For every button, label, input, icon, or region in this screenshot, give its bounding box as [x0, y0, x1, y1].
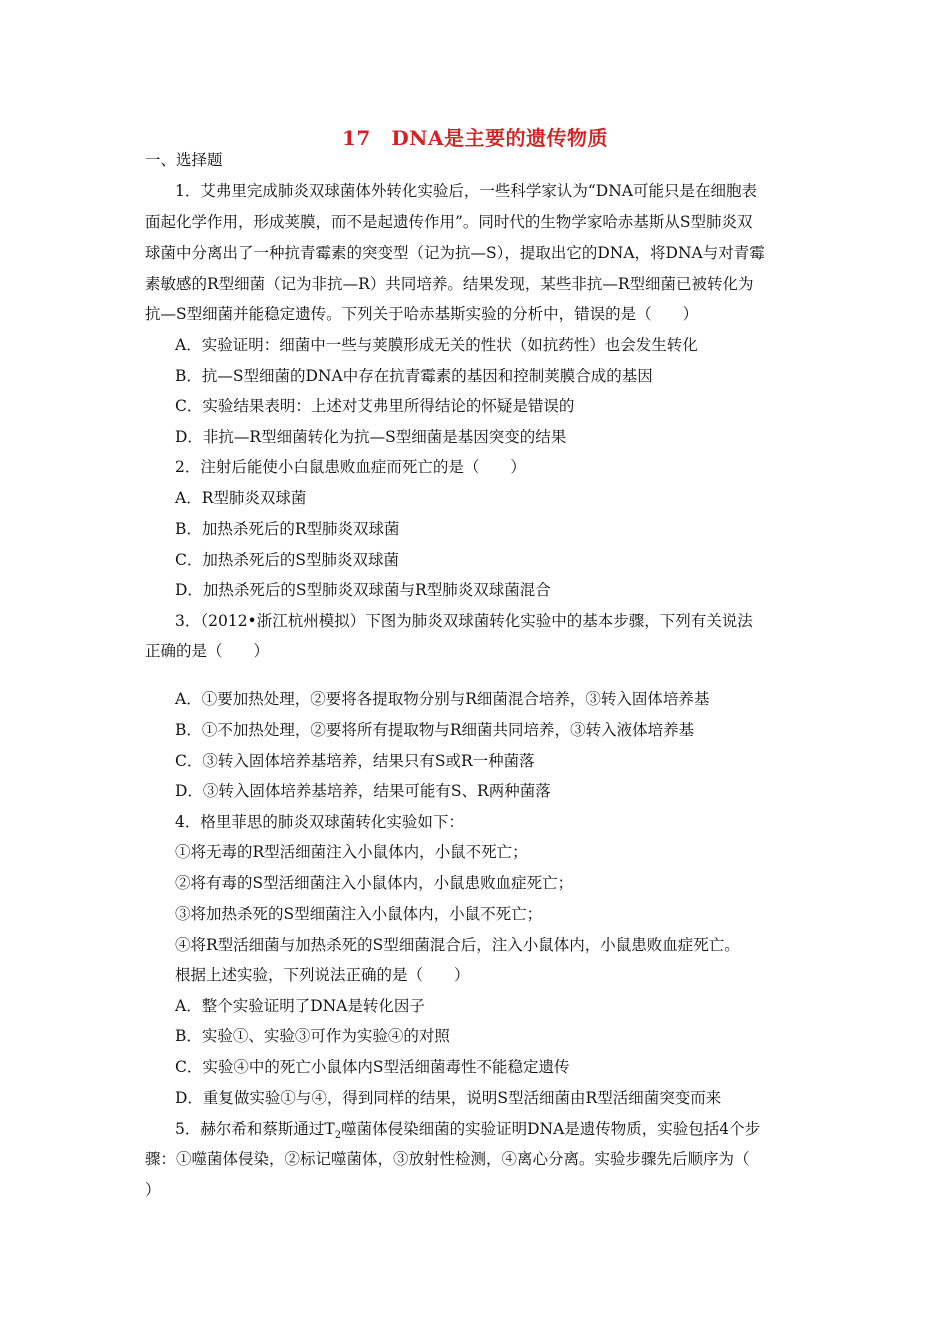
- q5-subscript: 2: [334, 1130, 342, 1142]
- q4-question: 根据上述实验，下列说法正确的是（ ）: [175, 966, 470, 984]
- q4-experiment-1: ①将无毒的R型活细菌注入小鼠体内，小鼠不死亡；: [175, 843, 528, 861]
- q4-option-c: C．实验④中的死亡小鼠体内S型活细菌毒性不能稳定遗传: [175, 1058, 570, 1076]
- q5-line-1-part-b: 噬菌体侵染细菌的实验证明DNA是遗传物质，实验包括4个步: [341, 1120, 761, 1138]
- section-heading: 一、选择题: [145, 151, 223, 169]
- q1-option-d: D．非抗—R型细菌转化为抗—S型细菌是基因突变的结果: [175, 428, 567, 446]
- q1-line-5: 抗—S型细菌并能稳定遗传。下列关于哈赤基斯实验的分析中，错误的是（ ）: [145, 305, 699, 323]
- q1-line-2: 面起化学作用，形成荚膜，而不是起遗传作用”。同时代的生物学家哈赤基斯从S型肺炎双: [145, 213, 753, 231]
- q3-line-1: 3．（2012•浙江杭州模拟）下图为肺炎双球菌转化实验中的基本步骤，下列有关说法: [175, 612, 753, 630]
- q3-option-b: B．①不加热处理，②要将所有提取物与R细菌共同培养，③转入液体培养基: [175, 721, 695, 739]
- q1-option-c: C．实验结果表明：上述对艾弗里所得结论的怀疑是错误的: [175, 397, 575, 415]
- q1-line-3: 球菌中分离出了一种抗青霉素的突变型（记为抗—S），提取出它的DNA，将DNA与对青霉: [145, 244, 765, 262]
- q5-line-1-part-a: 5．赫尔希和蔡斯通过T: [175, 1120, 335, 1138]
- q5-line-3: ）: [145, 1181, 161, 1199]
- q5-line-2: 骤：①噬菌体侵染，②标记噬菌体，③放射性检测，④离心分离。实验步骤先后顺序为（: [145, 1150, 750, 1168]
- q4-option-a: A．整个实验证明了DNA是转化因子: [175, 997, 425, 1015]
- q4-experiment-4: ④将R型活细菌与加热杀死的S型细菌混合后，注入小鼠体内，小鼠患败血症死亡。: [175, 936, 740, 954]
- q1-option-a: A．实验证明：细菌中一些与荚膜形成无关的性状（如抗药性）也会发生转化: [175, 336, 698, 354]
- q3-option-a: A．①要加热处理，②要将各提取物分别与R细菌混合培养，③转入固体培养基: [175, 690, 710, 708]
- q4-option-b: B．实验①、实验③可作为实验④的对照: [175, 1027, 450, 1045]
- q3-option-c: C．③转入固体培养基培养，结果只有S或R一种菌落: [175, 752, 535, 770]
- q1-line-1: 1．艾弗里完成肺炎双球菌体外转化实验后，一些科学家认为“DNA可能只是在细胞表: [175, 182, 757, 200]
- q1-option-b: B．抗—S型细菌的DNA中存在抗青霉素的基因和控制荚膜合成的基因: [175, 367, 653, 385]
- page-title: 17 DNA是主要的遗传物质: [342, 126, 608, 150]
- q3-line-2: 正确的是（ ）: [145, 642, 270, 660]
- q2-option-a: A．R型肺炎双球菌: [175, 489, 307, 507]
- q4-experiment-3: ③将加热杀死的S型细菌注入小鼠体内，小鼠不死亡；: [175, 905, 543, 923]
- q3-option-d: D．③转入固体培养基培养，结果可能有S、R两种菌落: [175, 782, 551, 800]
- q1-line-4: 素敏感的R型细菌（记为非抗—R）共同培养。结果发现，某些非抗—R型细菌已被转化为: [145, 275, 754, 293]
- q4-option-d: D．重复做实验①与④，得到同样的结果，说明S型活细菌由R型活细菌突变而来: [175, 1089, 722, 1107]
- q2-stem: 2．注射后能使小白鼠患败血症而死亡的是（ ）: [175, 458, 526, 476]
- q2-option-b: B．加热杀死后的R型肺炎双球菌: [175, 520, 400, 538]
- q4-experiment-2: ②将有毒的S型活细菌注入小鼠体内，小鼠患败血症死亡；: [175, 874, 574, 892]
- q2-option-d: D．加热杀死后的S型肺炎双球菌与R型肺炎双球菌混合: [175, 581, 551, 599]
- q5-line-1: [175, 1119, 760, 1146]
- q2-option-c: C．加热杀死后的S型肺炎双球菌: [175, 551, 399, 569]
- q4-stem: 4．格里菲思的肺炎双球菌转化实验如下：: [175, 813, 464, 831]
